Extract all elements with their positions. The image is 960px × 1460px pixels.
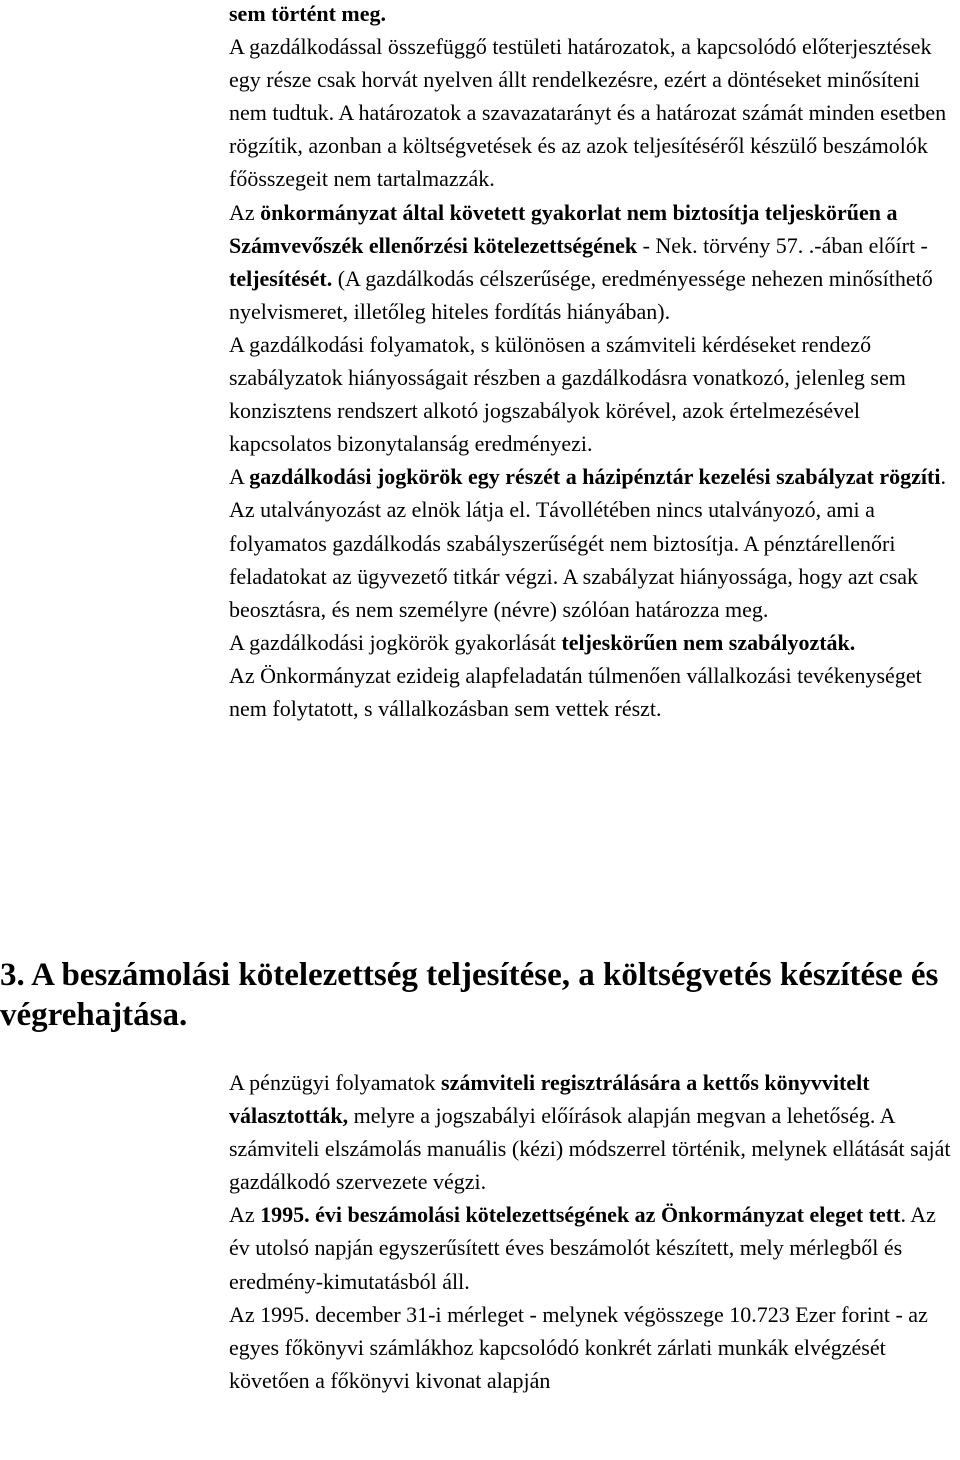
- paragraph-continuation: sem történt meg.: [229, 1, 386, 26]
- paragraph-resolutions: A gazdálkodással összefüggő testületi határozatok, a kapcsolódó előterjesztések egy része csak horvát nyelven állt rendelkezésre, ezért a döntéseket minősíteni nem tudtuk. A határozatok a szavazatarányt és a határozat számát minden esetben rögzítik, azonban a költségvetések és az azok teljesítéséről készülő beszámolók főösszegeit nem tartalmazzák.: [229, 34, 947, 192]
- section-heading: 3. A beszámolási kötelezettség teljesítése, a költségvetés készítése és végrehajtása.: [0, 957, 939, 1033]
- document-body-bottom: [229, 1066, 957, 1397]
- document-body-top: [229, 0, 957, 725]
- paragraph-enterprise: Az Önkormányzat ezideig alapfeladatán túlmenően vállalkozási tevékenységet nem folytatott, s vállalkozásban sem vettek részt.: [229, 662, 922, 721]
- paragraph-processes: A gazdálkodási folyamatok, s különösen a számviteli kérdéseket rendező szabályzatok hiányosságait részben a gazdálkodásra vonatkozó, jelenleg sem konzisztens rendszert alkotó jogszabályok körével, azok értelmezésével kapcsolatos bizonytalanság eredményezi.: [229, 331, 906, 457]
- paragraph-practice: Az önkormányzat által követett gyakorlat nem biztosítja teljeskörűen a Számvevőszék ellenőrzési kötelezettségének - Nek. törvény 57. .-ában előírt - teljesítését. (A gazdálkodás célszerűsége, eredményessége nehezen minősíthető nyelvismeret, illetőleg hiteles fordítás hiányában).: [229, 199, 933, 324]
- paragraph-report: Az 1995. évi beszámolási kötelezettségének az Önkormányzat eleget tett. Az év utolsó napján egyszerűsített éves beszámolót készített, mely mérlegből és eredmény-kimutatásból áll.: [229, 1202, 936, 1294]
- paragraph-regulation: A gazdálkodási jogkörök gyakorlását teljeskörűen nem szabályozták.: [229, 629, 856, 655]
- paragraph-authority: A gazdálkodási jogkörök egy részét a házipénztár kezelési szabályzat rögzíti. Az utalványozást az elnök látja el. Távollétében nincs utalványozó, ami a folyamatos gazdálkodás szabályszerűségét nem biztosítja. A pénztárellenőri feladatokat az ügyvezető titkár végzi. A szabályzat hiányossága, hogy azt csak beosztásra, és nem személyre (névre) szólóan határozza meg.: [229, 464, 946, 622]
- paragraph-accounting: A pénzügyi folyamatok számviteli regisztrálására a kettős könyvvitelt választották, melyre a jogszabályi előírások alapján megvan a lehetőség. A számviteli elszámolás manuális (kézi) módszerrel történik, melynek ellátását saját gazdálkodó szervezete végzi.: [229, 1070, 951, 1195]
- paragraph-balance: Az 1995. december 31-i mérleget - melynek végösszege 10.723 Ezer forint - az egyes főkönyvi számlákhoz kapcsolódó konkrét zárlati munkák elvégzését követően a főkönyvi kivonat alapján: [229, 1301, 928, 1393]
